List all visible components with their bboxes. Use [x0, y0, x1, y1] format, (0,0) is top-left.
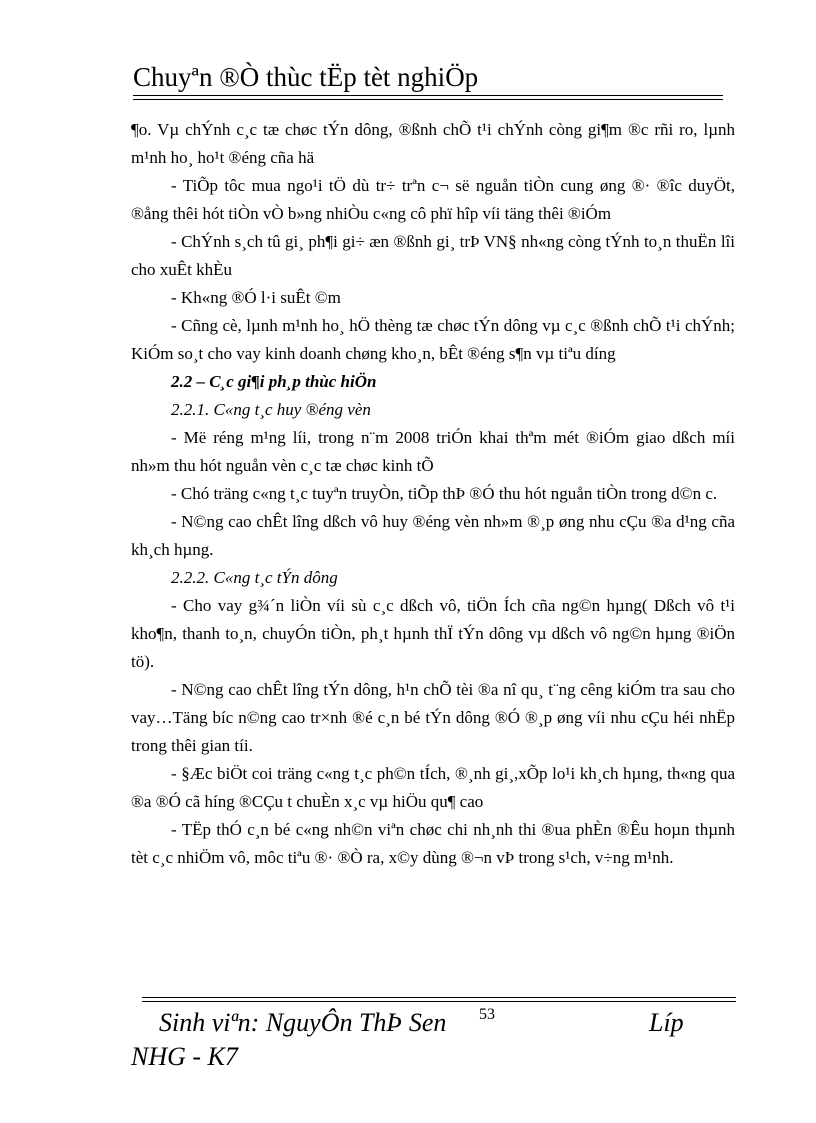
paragraph: ¶o. Vµ chÝnh c¸c tæ chøc tÝn dông, ®ßnh chÕ t¹i chÝnh còng gi¶m ®c rñi ro, lµnh m¹nh ho¸ ho¹t ®éng cña hä: [131, 120, 735, 167]
student-name: Sinh viªn: NguyÔn ThÞ Sen: [159, 1008, 447, 1037]
paragraph: - Kh«ng ®Ó l·i suÊt ©m: [171, 288, 341, 307]
paragraph: - Cñng cè, lµnh m¹nh ho¸ hÖ thèng tæ chøc tÝn dông vµ c¸c ®ßnh chÕ t¹i chÝnh; KiÓm so¸t cho vay kinh doanh chøng kho¸n, bÊt ®éng s¶n vµ tiªu díng: [131, 316, 735, 363]
paragraph: - N©ng cao chÊt lîng dßch vô huy ®éng vèn nh»m ®¸p øng nhu cÇu ®a d¹ng cña kh¸ch hµng.: [131, 512, 735, 559]
subsection-heading: 2.2.1. C«ng t¸c huy ®éng vèn: [171, 400, 371, 419]
paragraph: - Cho vay g¾´n liÒn víi sù c¸c dßch vô, tiÖn Ích cña ng©n hµng( Dßch vô t¹i kho¶n, thanh to¸n, chuyÓn tiÒn, ph¸t hµnh thÏ tÝn dông vµ dßch vô ng©n hµng ®iÖn tö).: [131, 596, 735, 671]
class-code: NHG - K7: [131, 1042, 238, 1071]
page-footer: [131, 1006, 731, 1071]
paragraph: - ChÝnh s¸ch tû gi¸ ph¶i gi÷ æn ®ßnh gi¸ trÞ VN§ nh«ng còng tÝnh to¸n thuËn lîi cho xuÊt khÈu: [131, 232, 735, 279]
subsection-heading: 2.2.2. C«ng t¸c tÝn dông: [171, 568, 338, 587]
paragraph: - Chó träng c«ng t¸c tuyªn truyÒn, tiÕp thÞ ®Ó thu hót nguån tiÒn trong d©n c.: [171, 484, 718, 503]
paragraph: - TiÕp tôc mua ngo¹i tÖ dù tr÷ trªn c¬ së nguån tiÒn cung øng ®· ®îc duyÖt, ®ång thêi hót tiÒn vÒ b»ng nhiÒu c«ng cô phï hîp víi täng thêi ®iÓm: [131, 176, 735, 223]
footer-rule-bottom: [142, 1001, 736, 1002]
header-rule-bottom: [133, 99, 723, 100]
page-number: 53: [479, 1006, 495, 1023]
paragraph: - §Æc biÖt coi träng c«ng t¸c ph©n tÍch, ®¸nh gi¸,xÕp lo¹i kh¸ch hµng, th«ng qua ®a ®Ó cã híng ®CÇu t chuÈn x¸c vµ hiÖu qu¶ cao: [131, 764, 735, 811]
paragraph: - TËp thÓ c¸n bé c«ng nh©n viªn chøc chi nh¸nh thi ®ua phÈn ®Êu hoµn thµnh tèt c¸c nhiÖm vô, môc tiªu ®· ®Ò ra, x©y dùng ®¬n vÞ trong s¹ch, v÷ng m¹nh.: [131, 820, 735, 867]
header-rule-top: [133, 95, 723, 96]
paragraph: - N©ng cao chÊt lîng tÝn dông, h¹n chÕ tèi ®a nî qu¸ t¨ng cêng kiÓm tra sau cho vay…Täng bíc n©ng cao tr×nh ®é c¸n bé tÝn dông ®Ó ®¸p øng víi nhu cÇu héi nhËp trong thêi gian tíi.: [131, 680, 735, 755]
section-heading: 2.2 – C¸c gi¶i ph¸p thùc hiÖn: [171, 372, 377, 391]
paragraph: - Më réng m¹ng líi, trong n¨m 2008 triÓn khai thªm mét ®iÓm giao dßch míi nh»m thu hót nguån vèn c¸c tæ chøc kinh tÕ: [131, 428, 735, 475]
class-label: Líp: [649, 1008, 684, 1037]
footer-rule-top: [142, 997, 736, 998]
page-title: Chuyªn ®Ò thùc tËp tèt nghiÖp: [133, 62, 479, 92]
body-text: [131, 116, 735, 872]
